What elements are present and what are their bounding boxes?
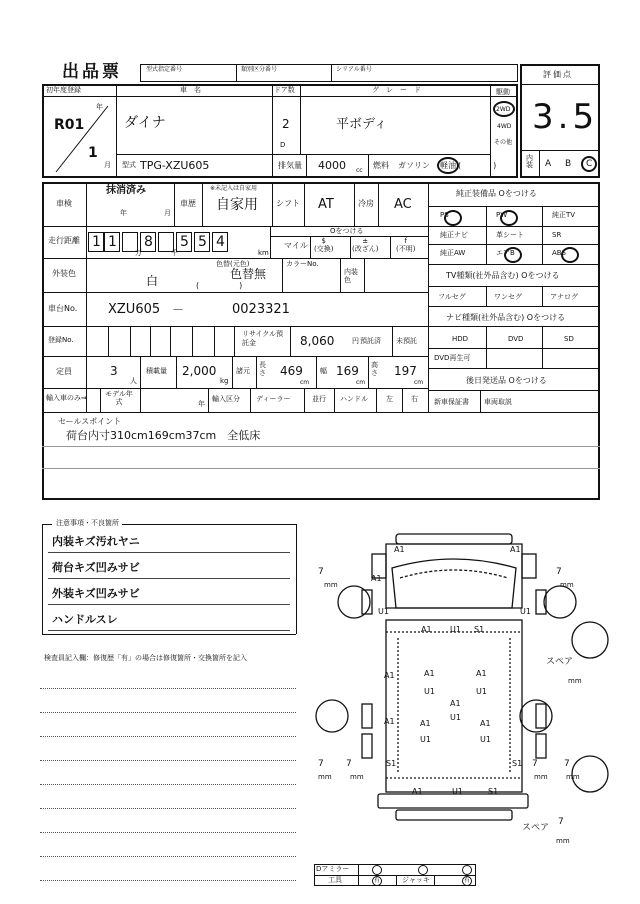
fuel-diesel: 軽油 — [440, 161, 456, 170]
inspection-value: 抹消済み — [106, 185, 146, 196]
equipment-col-line — [542, 206, 543, 264]
aftermarket-item: 新車保証書 — [434, 398, 469, 406]
mile-label: マイル — [284, 241, 308, 250]
damage-mark: S1 — [512, 759, 523, 768]
fuel-label: 燃料 — [373, 161, 389, 170]
navi-item: DVD — [508, 335, 524, 343]
equipment-item: 革シート — [496, 231, 524, 239]
handle-label: ハンドル — [340, 395, 368, 403]
not-deposited: 未預託 — [396, 337, 417, 345]
note-underline — [48, 578, 290, 579]
equipment-row-line — [428, 226, 600, 227]
damage-mark: A1 — [384, 717, 395, 726]
capacity-unit: 人 — [130, 377, 137, 385]
equipment-item: 純正ナビ — [440, 231, 468, 239]
damage-mark: A1 — [420, 719, 431, 728]
color-label: 外装色 — [52, 269, 76, 278]
equipment-item: 純正AW — [440, 249, 466, 257]
interior-color-label: 内装色 — [344, 268, 358, 285]
car-name: ダイナ — [124, 115, 166, 131]
dims-label: 諸元 — [236, 367, 250, 375]
import-label: 輸入車のみ⇒ — [46, 394, 87, 402]
damage-mark: U1 — [450, 713, 461, 722]
door-unit: D — [280, 141, 286, 149]
tire-unit: mm — [350, 773, 364, 781]
register-cell-divider — [214, 326, 215, 356]
door-count: 2 — [282, 117, 290, 131]
equipment-item: PS — [440, 211, 449, 219]
note-underline — [48, 552, 290, 553]
registration-era: R01 — [54, 117, 85, 133]
registration-year-unit: 年 — [96, 103, 103, 111]
dotted-line — [40, 760, 296, 761]
mirror-right-circle — [462, 865, 472, 875]
recycle-status: 預託済 — [360, 337, 381, 345]
damage-mark: U1 — [378, 607, 389, 616]
spare-label: スペア — [546, 657, 574, 667]
type-cert-label: 型式指定番号 — [146, 66, 183, 73]
mileage-label: 走行距離 — [48, 236, 80, 245]
recycle-unit: 円 — [352, 337, 359, 345]
navi-title: ナビ種類(社外品含む) Oをつける — [446, 313, 566, 322]
dvd-label: DVD再生可 — [434, 354, 471, 362]
mileage-unit-km: km — [258, 249, 269, 257]
sales-point-text: 荷台内寸310cm169cm37cm 全低床 — [66, 429, 261, 442]
inspection-month-unit: 月 — [164, 209, 171, 217]
capacity-label: 定員 — [56, 367, 72, 376]
note-underline — [48, 604, 290, 605]
tv-item: アナログ — [550, 293, 578, 301]
drive-2wd: 2WD — [496, 106, 511, 113]
width-unit: cm — [356, 379, 366, 386]
equipment-circle — [504, 247, 522, 263]
load-label: 積載量 — [146, 367, 167, 375]
register-cell-divider — [192, 326, 193, 356]
fuel-diesel-circle — [437, 157, 459, 174]
dotted-line — [40, 736, 296, 737]
note-line: ハンドルスレ — [52, 613, 118, 626]
tire-value: 7 — [564, 759, 570, 769]
equipment-circle — [500, 210, 518, 226]
shift-label: シフト — [276, 199, 300, 208]
mileage-unknown: f (不明) — [396, 237, 416, 253]
equipment-item: 純正TV — [552, 211, 576, 219]
damage-mark: A1 — [384, 671, 395, 680]
damage-mark: A1 — [394, 545, 405, 554]
notes-label: 注意事項・不良箇所 — [56, 519, 119, 527]
drive-label: 駆動 — [496, 88, 510, 96]
spare-unit: mm — [568, 677, 582, 685]
recycle-value: 8,060 — [300, 334, 335, 348]
drive-2wd-circle — [493, 101, 515, 117]
spare-label: スペア — [522, 823, 550, 833]
interior-score-a: A — [545, 159, 552, 169]
equipment-row-line — [428, 244, 600, 245]
registration-label: 初年度登録 — [46, 86, 81, 94]
equipment-item: ABS — [552, 249, 566, 257]
tire-unit: mm — [560, 581, 574, 589]
spare-unit: mm — [556, 837, 570, 845]
equipment-title: 純正装備品 Oをつける — [456, 189, 537, 198]
navi-col-line — [542, 326, 543, 368]
color-replace-paren: ( ) — [196, 281, 243, 290]
color-replace-label: 色替(元色) — [216, 260, 250, 268]
register-cell-divider — [108, 326, 109, 356]
ac-label: 冷房 — [358, 199, 374, 208]
spare-value: 7 — [558, 817, 564, 827]
load-value: 2,000 — [182, 364, 217, 378]
import-dealer: ディーラー — [256, 395, 291, 403]
chassis-prefix: XZU605 — [108, 302, 161, 317]
door-mirror-label: Dアミラー — [316, 865, 350, 873]
odometer-digit: 8 — [144, 234, 153, 250]
tv-col-line — [486, 286, 487, 306]
height-unit: cm — [414, 379, 424, 386]
equipment-item: エアB — [496, 249, 515, 257]
dotted-line — [40, 832, 296, 833]
dotted-line — [40, 712, 296, 713]
equipment-col-line — [486, 206, 487, 264]
equipment-circle — [561, 247, 579, 263]
register-cell-divider — [150, 326, 151, 356]
mileage-unit-man: 万 — [135, 249, 142, 257]
car-name-label: 車 名 — [180, 86, 201, 94]
equipment-row-line — [428, 206, 600, 207]
dotted-line — [40, 880, 296, 881]
mirror-left-circle — [372, 865, 382, 875]
register-no-label: 登録No. — [48, 336, 74, 344]
navi-col-line — [486, 326, 487, 368]
tire-unit: mm — [324, 581, 338, 589]
model-year-label: モデル年式 — [105, 390, 133, 406]
dotted-line — [40, 688, 296, 689]
dotted-line — [40, 808, 296, 809]
equipment-row-line — [428, 368, 600, 369]
history-label: 車歴 — [180, 199, 196, 208]
tv-item: ワンセグ — [494, 293, 522, 301]
grade-label: グ レ ー ド — [372, 86, 421, 94]
damage-mark: A1 — [510, 545, 521, 554]
equipment-row-line — [428, 306, 600, 307]
mileage-unit-sen: 千 — [171, 249, 178, 257]
register-cell-divider — [130, 326, 131, 356]
tv-item: フルセグ — [438, 293, 466, 301]
equipment-circle — [444, 210, 462, 226]
odometer-digit: 5 — [180, 234, 189, 250]
registration-month-unit: 月 — [104, 161, 111, 169]
ac-value: AC — [394, 197, 412, 212]
mirror-center-circle — [418, 865, 428, 875]
note-line: 荷台キズ凹みサビ — [52, 561, 140, 574]
tire-value: 7 — [346, 759, 352, 769]
damage-mark: S1 — [386, 759, 397, 768]
equipment-item: SR — [552, 231, 562, 239]
length-label: 長さ — [259, 361, 266, 377]
damage-mark: A1 — [412, 787, 423, 796]
damage-mark: U1 — [480, 735, 491, 744]
damage-mark: A1 — [450, 699, 461, 708]
note-line: 外装キズ凹みサビ — [52, 587, 140, 600]
chassis-number: 0023321 — [232, 302, 290, 317]
tire-value: 7 — [318, 567, 324, 577]
inspection-label: 車検 — [56, 199, 72, 208]
id-number-row — [140, 64, 518, 82]
handle-left: 左 — [386, 395, 393, 403]
shift-value: AT — [318, 197, 334, 212]
mileage-tamper: ± (改ざん) — [352, 237, 379, 253]
equipment-item: PW — [496, 211, 508, 219]
tire-value: 7 — [556, 567, 562, 577]
import-category-label: 輸入区分 — [212, 395, 240, 403]
drive-4wd: 4WD — [497, 123, 512, 130]
drive-other: その他 — [494, 139, 513, 146]
tire-unit: mm — [534, 773, 548, 781]
odometer-digit: 5 — [198, 234, 207, 250]
equipment-row-line — [428, 286, 600, 287]
tire-value: 7 — [318, 759, 324, 769]
tools-have: 有 — [374, 877, 381, 884]
model-label: 型式 — [122, 161, 136, 169]
equipment-row-line — [428, 390, 600, 391]
length-unit: cm — [300, 379, 310, 386]
sales-point-label: セールスポイント — [58, 417, 122, 426]
damage-mark: S1 — [474, 625, 485, 634]
interior-score-label: 内装 — [526, 154, 533, 169]
damage-mark: A1 — [476, 669, 487, 678]
navi-item: HDD — [452, 335, 469, 343]
damage-mark: A1 — [424, 669, 435, 678]
equipment-row-line — [428, 264, 600, 265]
dotted-line — [40, 856, 296, 857]
import-parallel: 並行 — [312, 395, 326, 403]
page-title: 出品票 — [62, 62, 122, 82]
tv-title: TV種類(社外品含む) Oをつける — [446, 271, 560, 280]
damage-mark: A1 — [480, 719, 491, 728]
handle-right: 右 — [411, 395, 418, 403]
damage-mark: A1 — [421, 625, 432, 634]
tv-col-line — [542, 286, 543, 306]
chassis-dash: － — [172, 303, 185, 317]
history-note: ※未記入は自家用 — [210, 185, 258, 192]
fuel-gasoline: ガソリン — [398, 161, 430, 170]
fuel-other: ( ) — [458, 161, 497, 170]
tire-unit: mm — [566, 773, 580, 781]
width-label: 幅 — [320, 367, 327, 375]
damage-mark: U1 — [420, 735, 431, 744]
length-value: 469 — [280, 364, 303, 378]
score-value: 3.5 — [532, 97, 599, 137]
register-cell-divider — [86, 326, 87, 356]
category-label: 類別区分番号 — [241, 66, 278, 73]
height-label: 高さ — [371, 361, 378, 377]
chassis-label: 車台No. — [48, 304, 78, 313]
load-unit: kg — [220, 377, 229, 385]
tire-unit: mm — [318, 773, 332, 781]
damage-mark: A1 — [371, 574, 382, 583]
inspector-label: 検査員記入欄：修復歴「有」の場合は修復箇所・交換箇所を記入 — [44, 654, 247, 662]
serial-label: シリアル番号 — [336, 66, 372, 73]
height-value: 197 — [394, 364, 417, 378]
color-value: 白 — [146, 274, 159, 288]
dotted-line — [40, 784, 296, 785]
odometer-digit: 1 — [108, 234, 117, 250]
capacity-value: 3 — [110, 364, 118, 378]
model-value: TPG-XZU605 — [140, 159, 210, 172]
aftermarket-item: 車両取説 — [484, 398, 512, 406]
damage-mark: U1 — [424, 687, 435, 696]
damage-mark: U1 — [450, 625, 461, 634]
equipment-row-line — [428, 326, 600, 327]
jack-have: 有 — [464, 877, 471, 884]
damage-mark: U1 — [452, 787, 463, 796]
interior-score-b: B — [565, 159, 572, 169]
note-line: 内装キズ汚れヤニ — [52, 535, 140, 548]
damage-mark: U1 — [476, 687, 487, 696]
score-label: 評価点 — [543, 70, 573, 79]
aftermarket-title: 後日発送品 Oをつける — [466, 376, 547, 385]
inspection-year-unit: 年 — [120, 209, 127, 217]
history-value: 自家用 — [216, 197, 258, 213]
tools-label: 工具 — [328, 876, 342, 884]
jack-label: ジャッキ — [402, 876, 430, 884]
note-underline — [48, 630, 290, 631]
mileage-exchange: $ (交換) — [314, 237, 334, 253]
model-year-unit: 年 — [198, 400, 205, 408]
damage-mark: U1 — [520, 607, 531, 616]
odometer-digit: 1 — [92, 234, 101, 250]
interior-score-c: C — [586, 159, 593, 169]
width-value: 169 — [336, 364, 359, 378]
tire-value: 7 — [532, 759, 538, 769]
color-replace-value: 色替無 — [230, 267, 267, 281]
register-cell-divider — [170, 326, 171, 356]
equipment-row-line — [428, 348, 600, 349]
interior-c-circle — [581, 156, 597, 172]
door-label: ドア数 — [274, 86, 295, 94]
recycle-label: リサイクル預託金 — [242, 330, 284, 348]
odometer-digit: 4 — [216, 234, 225, 250]
displacement-unit: cc — [356, 167, 363, 174]
aftermarket-col-line — [480, 390, 481, 412]
registration-month: 1 — [88, 145, 98, 161]
displacement-value: 4000 — [318, 159, 346, 172]
mileage-circle-note: Oをつける — [330, 227, 364, 235]
color-no-label: カラーNo. — [286, 260, 319, 268]
damage-mark: S1 — [488, 787, 499, 796]
navi-item: SD — [564, 335, 574, 343]
grade-value: 平ボディ — [336, 117, 387, 132]
displacement-label: 排気量 — [278, 161, 302, 170]
